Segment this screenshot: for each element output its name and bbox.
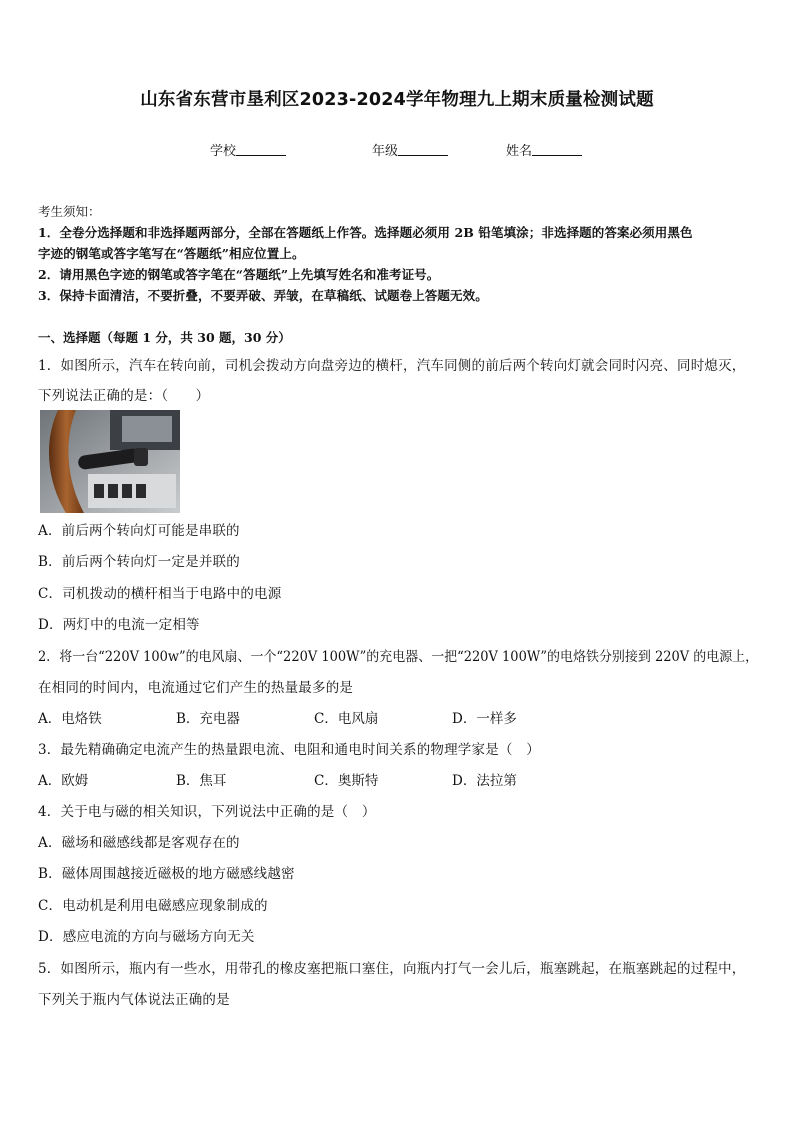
question-5-text: 5．如图所示，瓶内有一些水，用带孔的橡皮塞把瓶口塞住，向瓶内打气一会儿后，瓶塞跳起，在瓶塞跳起的过程中， [38, 961, 746, 977]
question-1-option-d: D．两灯中的电流一定相等 [38, 617, 200, 633]
question-1-text: 1．如图所示，汽车在转向前，司机会拨动方向盘旁边的横杆，汽车同侧的前后两个转向灯就会同时闪亮、同时熄灭， [38, 358, 746, 374]
steering-wheel-illustration [40, 410, 180, 513]
question-2-option-b: B．充电器 [176, 711, 240, 727]
question-3-text: 3．最先精确确定电流产生的热量跟电流、电阻和通电时间关系的物理学家是（ ） [38, 742, 540, 758]
question-1-option-a: A．前后两个转向灯可能是串联的 [38, 523, 240, 539]
exam-title: 山东省东营市垦利区2023-2024学年物理九上期末质量检测试题 [140, 90, 654, 110]
question-2-option-c: C．电风扇 [314, 711, 379, 727]
question-1-text-cont: 下列说法正确的是：（ ） [38, 388, 210, 404]
question-1-option-b: B．前后两个转向灯一定是并联的 [38, 554, 240, 570]
question-4-option-c: C．电动机是利用电磁感应现象制成的 [38, 898, 268, 914]
question-2-option-a: A．电烙铁 [38, 711, 102, 727]
question-2-text-cont: 在相同的时间内，电流通过它们产生的热量最多的是 [38, 680, 354, 696]
school-label: 学校 [210, 144, 237, 159]
school-field [210, 140, 286, 159]
question-1-option-c: C．司机拨动的横杆相当于电路中的电源 [38, 586, 282, 602]
grade-blank[interactable] [398, 142, 448, 156]
steering-wheel-photo [40, 410, 180, 513]
question-5-text-cont: 下列关于瓶内气体说法正确的是 [38, 992, 230, 1008]
notice-item: 1．全卷分选择题和非选择题两部分，全部在答题纸上作答。选择题必须用 2B 铅笔填涂；非选择题的答案必须用黑色 [38, 225, 693, 240]
question-4-option-d: D．感应电流的方向与磁场方向无关 [38, 929, 255, 945]
question-3-option-a: A．欧姆 [38, 773, 89, 789]
name-blank[interactable] [532, 142, 582, 156]
question-4-text: 4．关于电与磁的相关知识，下列说法中正确的是（ ） [38, 804, 376, 820]
grade-field [372, 140, 448, 159]
notice-item: 字迹的钢笔或答字笔写在“答题纸”相应位置上。 [38, 246, 305, 261]
question-4-option-b: B．磁体周围越接近磁极的地方磁感线越密 [38, 866, 295, 882]
question-3-option-d: D．法拉第 [452, 773, 517, 789]
question-2-text: 2．将一台“220V 100w”的电风扇、一个“220V 100W”的充电器、一把“220V 100W”的电烙铁分别接到 220V 的电源上， [38, 649, 759, 665]
question-3-option-c: C．奥斯特 [314, 773, 379, 789]
notice-item: 3．保持卡面清洁，不要折叠，不要弄破、弄皱，在草稿纸、试题卷上答题无效。 [38, 288, 488, 303]
notice-item: 2．请用黑色字迹的钢笔或答字笔在“答题纸”上先填写姓名和准考证号。 [38, 267, 440, 282]
question-4-option-a: A．磁场和磁感线都是客观存在的 [38, 835, 240, 851]
school-blank[interactable] [236, 142, 286, 156]
name-label: 姓名 [506, 144, 533, 159]
notice-heading: 考生须知： [38, 204, 101, 219]
name-field [506, 140, 582, 159]
question-2-option-d: D．一样多 [452, 711, 517, 727]
grade-label: 年级 [372, 144, 399, 159]
question-3-option-b: B．焦耳 [176, 773, 227, 789]
section-heading: 一、选择题（每题 1 分，共 30 题，30 分） [38, 330, 291, 345]
